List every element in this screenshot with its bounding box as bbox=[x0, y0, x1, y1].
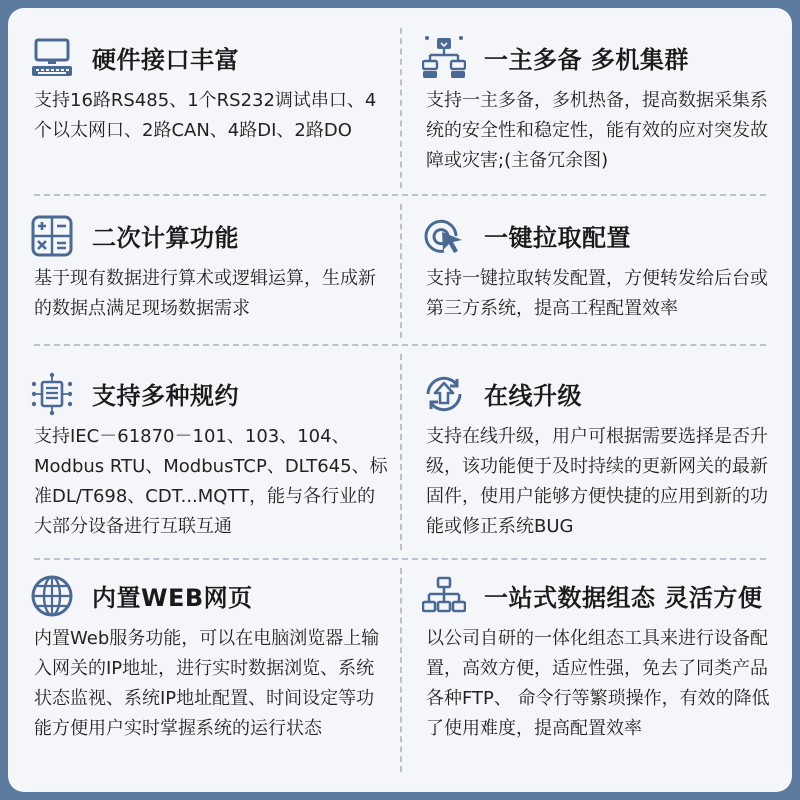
feature-card-web bbox=[8, 568, 400, 788]
column-divider bbox=[400, 568, 402, 772]
card-description: 基于现有数据进行算术或逻辑运算，生成新的数据点满足现场数据需求 bbox=[34, 268, 376, 319]
card-title: 内置WEB网页 bbox=[92, 584, 253, 612]
card-description: 支持16路RS485、1个RS232调试串口、4个以太网口、2路CAN、4路DI、2路DO bbox=[34, 90, 377, 141]
card-description: 支持在线升级，用户可根据需要选择是否升级，该功能便于及时持续的更新网关的最新固件，使用户能够方便快捷的应用到新的功能或修正系统BUG bbox=[426, 426, 768, 537]
card-title: 在线升级 bbox=[484, 382, 582, 410]
upgrade-icon bbox=[422, 372, 466, 416]
column-divider bbox=[400, 204, 402, 338]
card-title: 一主多备 多机集群 bbox=[484, 46, 689, 74]
feature-panel bbox=[8, 8, 792, 792]
card-description: 支持IEC－61870－101、103、104、Modbus RTU、ModbusTCP、DLT645、标准DL/T698、CDT...MQTT，能与各行业的大部分设备进行互联互通 bbox=[34, 426, 388, 537]
globe-icon bbox=[30, 574, 74, 618]
feature-card-configuration-tool bbox=[400, 568, 792, 788]
protocol-icon bbox=[30, 372, 74, 416]
feature-grid bbox=[8, 8, 792, 792]
card-description: 支持一键拉取转发配置，方便转发给后台或第三方系统，提高工程配置效率 bbox=[426, 268, 768, 319]
hierarchy-icon bbox=[422, 36, 466, 80]
feature-card-calculation bbox=[8, 208, 400, 338]
row-divider bbox=[34, 344, 766, 346]
column-divider bbox=[400, 28, 402, 188]
feature-card-hardware bbox=[8, 30, 400, 190]
card-title: 二次计算功能 bbox=[92, 224, 239, 252]
feature-card-protocols bbox=[8, 366, 400, 546]
card-description: 支持一主多备，多机热备，提高数据采集系统的安全性和稳定性，能有效的应对突发故障或灾害;(主备冗余图) bbox=[426, 90, 768, 171]
row-divider bbox=[34, 558, 766, 560]
column-divider bbox=[400, 354, 402, 550]
org-chart-icon bbox=[422, 574, 466, 618]
feature-card-cluster bbox=[400, 30, 792, 190]
card-description: 以公司自研的一体化组态工具来进行设备配置，高效方便，适应性强，免去了同类产品各种FTP、 命令行等繁琐操作，有效的降低了使用难度，提高配置效率 bbox=[426, 628, 770, 739]
cursor-click-icon bbox=[422, 214, 466, 258]
feature-card-upgrade bbox=[400, 366, 792, 546]
computer-icon bbox=[30, 36, 74, 80]
card-title: 一键拉取配置 bbox=[484, 224, 631, 252]
card-title: 硬件接口丰富 bbox=[92, 46, 239, 74]
card-title: 支持多种规约 bbox=[92, 382, 239, 410]
card-title: 一站式数据组态 灵活方便 bbox=[484, 584, 763, 612]
card-description: 内置Web服务功能，可以在电脑浏览器上输入网关的IP地址，进行实时数据浏览、系统状态监视、系统IP地址配置、时间设定等功能方便用户实时掌握系统的运行状态 bbox=[34, 628, 380, 739]
calculator-icon bbox=[30, 214, 74, 258]
row-divider bbox=[34, 194, 766, 196]
feature-card-config-pull bbox=[400, 208, 792, 338]
